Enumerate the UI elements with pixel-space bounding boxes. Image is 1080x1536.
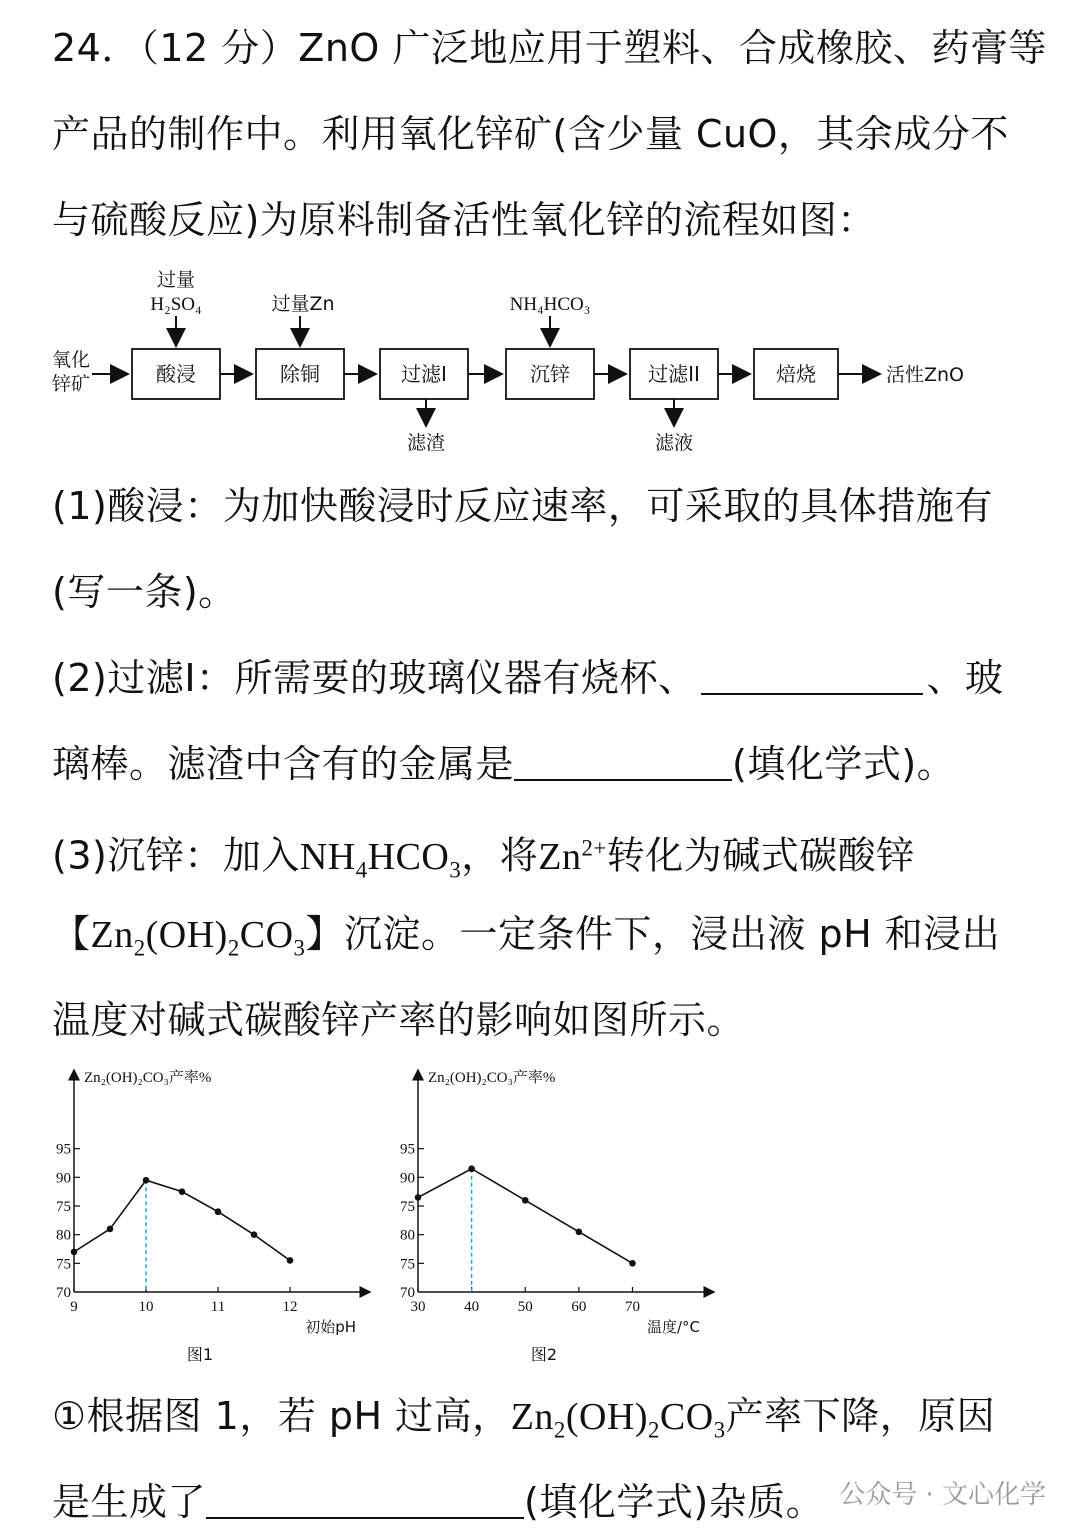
y-tick-label: 75 bbox=[56, 1256, 71, 1273]
part-2-line-2 bbox=[52, 742, 955, 786]
y-tick-label: 70 bbox=[56, 1285, 71, 1301]
part-1-line-1: (1)酸浸：为加快酸浸时反应速率，可采取的具体措施有 bbox=[52, 484, 993, 528]
x-tick-label: 11 bbox=[210, 1299, 226, 1315]
data-point bbox=[522, 1197, 529, 1204]
data-point bbox=[71, 1249, 78, 1256]
q1-line-2-b: (填化学式)杂质。 bbox=[524, 1480, 825, 1524]
formula-zn-ion: $Zn^{2+}$ bbox=[538, 835, 607, 878]
y-tick-label: 75 bbox=[400, 1199, 415, 1215]
data-point bbox=[143, 1177, 150, 1184]
data-point bbox=[576, 1229, 583, 1236]
answer-blank-3[interactable] bbox=[206, 1483, 524, 1519]
y-axis-label: Zn₂(OH)₂CO₃产率% bbox=[428, 1070, 556, 1086]
part-3-line-2 bbox=[52, 912, 1000, 971]
y-tick-label: 75 bbox=[56, 1199, 71, 1215]
q1-line-1 bbox=[52, 1394, 995, 1453]
data-point bbox=[179, 1188, 186, 1195]
data-point bbox=[629, 1260, 636, 1267]
x-tick-label: 12 bbox=[282, 1299, 298, 1315]
flow-step-1 bbox=[132, 349, 220, 399]
q1-line-1-b: 产率下降，原因 bbox=[725, 1394, 996, 1438]
data-point bbox=[251, 1231, 258, 1238]
flow-step-3 bbox=[380, 349, 468, 399]
waste-1: 滤渣 bbox=[406, 432, 446, 454]
reagent-nh4hco3: NH₄HCO₃ bbox=[509, 294, 591, 315]
x-tick-label: 40 bbox=[464, 1299, 480, 1315]
y-tick-label: 80 bbox=[400, 1227, 415, 1244]
q1-line-2-a: 是生成了 bbox=[52, 1480, 207, 1524]
x-tick-label: 60 bbox=[571, 1299, 587, 1315]
part-3-line-1-c: 转化为碱式碳酸锌 bbox=[606, 833, 915, 878]
answer-blank-1[interactable] bbox=[701, 659, 923, 695]
process-flow-diagram bbox=[0, 262, 1080, 462]
part-2-line-1 bbox=[52, 656, 1004, 700]
formula-basic-zinc-carbonate: $Zn_2(OH)_2CO_3$ bbox=[90, 914, 306, 961]
reagent-acid-line2: H₂SO₄ bbox=[150, 294, 202, 315]
x-tick-label: 30 bbox=[410, 1299, 426, 1315]
part-3-line-1-a: (3)沉锌：加入 bbox=[52, 833, 300, 878]
intro-line-2: 产品的制作中。利用氧化锌矿(含少量 CuO，其余成分不 bbox=[52, 112, 1009, 156]
chart-figure-1 bbox=[40, 1060, 380, 1370]
chart-title: 图2 bbox=[530, 1345, 558, 1364]
q1-line-2 bbox=[52, 1480, 824, 1524]
y-tick-label: 95 bbox=[400, 1141, 415, 1158]
chart-title: 图1 bbox=[186, 1345, 214, 1364]
part-2-line-1-b: 、玻 bbox=[926, 656, 1004, 700]
x-tick-label: 9 bbox=[70, 1299, 78, 1315]
y-tick-label: 70 bbox=[400, 1285, 415, 1301]
flow-step-4-label: 沉锌 bbox=[530, 362, 570, 386]
x-tick-label: 50 bbox=[517, 1299, 533, 1315]
flow-output: 活性ZnO bbox=[886, 364, 965, 386]
part-2-line-2-b: (填化学式)。 bbox=[732, 742, 956, 786]
watermark: 公众号 · 文心化学 bbox=[839, 1480, 1046, 1510]
part-3-line-1 bbox=[52, 826, 915, 892]
reagent-zn: 过量Zn bbox=[271, 293, 335, 315]
part-2-line-1-a: (2)过滤I：所需要的玻璃仪器有烧杯、 bbox=[52, 656, 697, 700]
flow-step-3-label: 过滤I bbox=[401, 362, 447, 386]
flow-step-5 bbox=[630, 349, 718, 399]
x-axis-label: 温度/°C bbox=[646, 1318, 700, 1336]
flow-step-2-label: 除铜 bbox=[280, 362, 320, 386]
y-axis-label: Zn₂(OH)₂CO₃产率% bbox=[84, 1070, 212, 1086]
intro-line-1: 24．（12 分）ZnO 广泛地应用于塑料、合成橡胶、药膏等 bbox=[52, 26, 1047, 70]
answer-blank-2[interactable] bbox=[514, 745, 732, 781]
flow-step-6 bbox=[754, 349, 838, 399]
flow-step-4 bbox=[506, 349, 594, 399]
data-point bbox=[107, 1226, 114, 1233]
part-3-line-1-b: ，将 bbox=[461, 833, 539, 878]
flow-input-line1: 氧化 bbox=[52, 349, 91, 371]
chart-figure-2 bbox=[384, 1060, 724, 1370]
data-point bbox=[287, 1257, 294, 1264]
series-line bbox=[418, 1169, 632, 1264]
flow-step-1-label: 酸浸 bbox=[156, 362, 196, 386]
x-axis-label: 初始pH bbox=[305, 1318, 356, 1336]
part-1-line-2: (写一条)。 bbox=[52, 570, 237, 614]
reagent-acid-line1: 过量 bbox=[156, 269, 196, 291]
flow-input-line2: 锌矿 bbox=[52, 373, 91, 395]
y-tick-label: 95 bbox=[56, 1141, 71, 1158]
data-point bbox=[415, 1194, 422, 1201]
flow-step-2 bbox=[256, 349, 344, 399]
flow-step-5-label: 过滤II bbox=[648, 362, 700, 386]
y-tick-label: 80 bbox=[56, 1227, 71, 1244]
y-tick-label: 75 bbox=[400, 1256, 415, 1273]
data-point bbox=[215, 1208, 222, 1215]
part-3-line-3: 温度对碱式碳酸锌产率的影响如图所示。 bbox=[52, 998, 746, 1042]
intro-line-3: 与硫酸反应)为原料制备活性氧化锌的流程如图： bbox=[52, 198, 876, 242]
data-point bbox=[468, 1165, 475, 1172]
y-tick-label: 90 bbox=[56, 1170, 71, 1187]
part-2-line-2-a: 璃棒。滤渣中含有的金属是 bbox=[52, 742, 515, 786]
x-tick-label: 10 bbox=[138, 1299, 154, 1315]
part-3-line-2-a: 【 bbox=[52, 912, 91, 956]
waste-2: 滤液 bbox=[654, 432, 694, 454]
formula-basic-zinc-carbonate-2: $Zn_2(OH)_2CO_3$ bbox=[510, 1396, 726, 1443]
flow-step-6-label: 焙烧 bbox=[776, 362, 816, 386]
part-3-line-2-b: 】沉淀。一定条件下，浸出液 pH 和浸出 bbox=[305, 912, 1001, 956]
formula-nh4hco3: $NH_4HCO_3$ bbox=[299, 835, 462, 883]
y-tick-label: 90 bbox=[400, 1170, 415, 1187]
x-tick-label: 70 bbox=[624, 1299, 640, 1315]
q1-line-1-a: ①根据图 1，若 pH 过高， bbox=[52, 1394, 511, 1438]
